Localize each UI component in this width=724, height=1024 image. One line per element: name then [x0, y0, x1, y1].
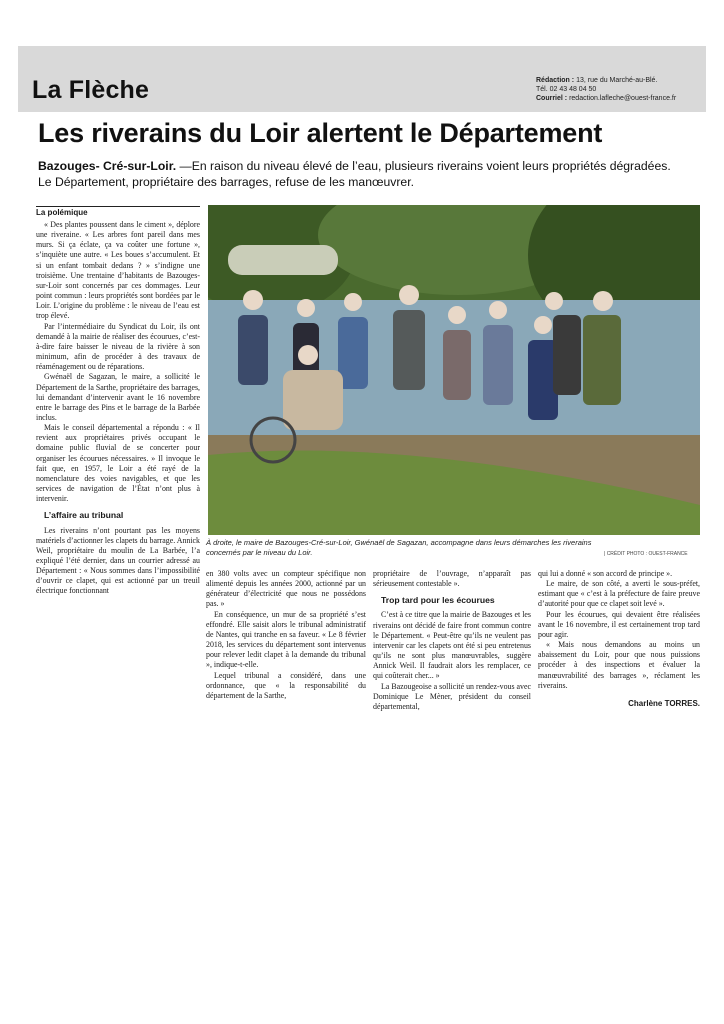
- paragraph: Pour les écourues, qui devaient être réalisées avant le 16 novembre, il est certainement trop tard pour agir.: [538, 609, 700, 639]
- paragraph: propriétaire de l’ouvrage, n’apparaît pas sérieusement contestable ».: [373, 569, 531, 589]
- contact-address: 13, rue du Marché-au-Blé.: [576, 77, 658, 84]
- contact-email: redaction.lafleche@ouest-france.fr: [569, 95, 677, 102]
- article-headline: Les riverains du Loir alertent le Département: [38, 118, 603, 148]
- photo-credit: | CRÉDIT PHOTO : OUEST-FRANCE: [604, 551, 688, 557]
- paragraph: Les riverains n’ont pourtant pas les moyens matériels d’actionner les clapets du barrage. Annick Weil, propriétaire du moulin de La Barbée, l’a expliqué l’été dernier, dans un courrier adressé au Département : « Nous sommes dans l’impossibilité d’ouvrir ce clapet, qui est actionné par un treuil électrique fonctionnant: [36, 525, 200, 596]
- paragraph: Par l’intermédiaire du Syndicat du Loir, ils ont demandé à la mairie de réaliser des écourues, c’est-à-dire faire baisser le niveau de la rivière à son minimum, afin de procéder à des travaux de réaménagement ou de réparations.: [36, 321, 200, 372]
- article-column-4: [538, 569, 700, 709]
- contact-label: Courriel :: [536, 95, 568, 102]
- paragraph: Le maire, de son côté, a averti le sous-préfet, estimant que « c’est à la préfecture de faire preuve d’autorité pour que ce clapet soit levé ».: [538, 579, 700, 609]
- paragraph: « Mais nous demandons au moins un abaissement du Loir, pour que nous puissions procéder à des inspections et évaluer la manœuvrabilité des barrages », réclament les riverains.: [538, 640, 700, 690]
- author-signature: Charlène TORRES.: [628, 698, 700, 708]
- contact-phone: Tél. 02 43 48 04 50: [536, 86, 597, 93]
- article-column-2: [206, 569, 366, 701]
- article-column-1: [36, 220, 200, 597]
- rubric-label: La polémique: [36, 206, 200, 217]
- article-column-3: [373, 569, 531, 712]
- paragraph: Lequel tribunal a considéré, dans une ordonnance, que « la responsabilité du département de la Sarthe,: [206, 670, 366, 700]
- paragraph: C’est à ce titre que la mairie de Bazouges et les riverains ont décidé de faire front commun contre le Département. « Peut-être qu’ils ne veulent pas intervenir car les clapets ont été si peu entretenus qu’ils ne sont plus manœuvrables, suggère Annick Weil. Il faudrait alors les remplacer, ce qui coûterait cher... »: [373, 610, 531, 681]
- article-standfirst: [38, 158, 678, 190]
- standfirst-text: —En raison du niveau élevé de l’eau, plusieurs riverains voient leurs propriétés dégradées. Le Département, propriétaire des barrages, refuse de les manœuvrer.: [38, 159, 671, 189]
- paragraph: « Des plantes poussent dans le ciment », déplore une riveraine. « Les arbres font pareil dans mes murs. Si ça éclate, ça va coûter une fortune », s’inquiète une autre. « Les boues s’accumulent. Et si un enfant tombait dedans ? » s’indigne une troisième. Une trentaine d’habitants de Bazouges-sur-Loir sont concernés par ces dommages. Leur point commun : leurs propriétés sont bordées par le Loir. L’origine du problème : le niveau de l’eau est trop élevé.: [36, 220, 200, 321]
- dateline: Bazouges- Cré-sur-Loir.: [38, 159, 177, 173]
- paragraph: Gwénaël de Sagazan, le maire, a sollicité le Département de la Sarthe, propriétaire des barrages, lui demandant d’intervenir avant le 16 novembre entre le barrage des Pins et le barrage de la Barbée inclus.: [36, 372, 200, 422]
- subheading: Trop tard pour les écourues: [381, 595, 495, 606]
- subheading: L’affaire au tribunal: [44, 510, 124, 521]
- article-photo: [208, 205, 700, 535]
- section-title: La Flèche: [32, 76, 150, 104]
- paragraph: En conséquence, un mur de sa propriété s’est effondré. Elle saisit alors le tribunal administratif de Nantes, qui tranche en sa faveur. « Le 8 février 2018, les services du département sont intervenus pour relever ledit clapet à la demande du tribunal », indique-t-elle.: [206, 609, 366, 670]
- paragraph: qui lui a donné « son accord de principe ».: [538, 569, 673, 578]
- paragraph: Mais le conseil départemental a répondu : « Il revient aux propriétaires privés occupant le domaine public fluvial de se concerter pour organiser les écourues nécessaires. » Il invoque le fait que, en 1957, le Loir a été rayé de la nomenclature des voies navigables, et que les services de navigation de l’État n’ont plus à intervenir.: [36, 423, 200, 504]
- photo-caption: À droite, le maire de Bazouges-Cré-sur-Loir, Gwénaël de Sagazan, accompagne dans leurs démarches les riverains concernés par le niveau du Loir.: [206, 538, 592, 557]
- contact-label: Rédaction :: [536, 77, 575, 84]
- contact-block: [536, 76, 676, 103]
- group-photo-illustration: [208, 205, 700, 535]
- paragraph: en 380 volts avec un compteur spécifique non alimenté depuis les années 2000, actionné par un générateur d’électricité que nous ne possédons pas. »: [206, 569, 366, 609]
- paragraph: La Bazougeoise a sollicité un rendez-vous avec Dominique Le Mèner, président du conseil départemental,: [373, 681, 531, 711]
